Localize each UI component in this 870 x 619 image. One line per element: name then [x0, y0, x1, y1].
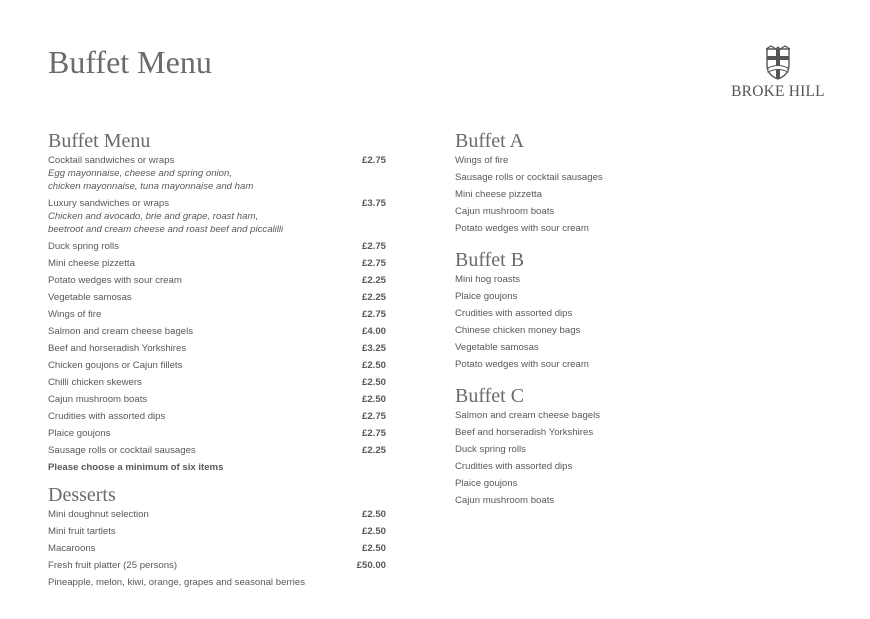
- buffet-a-section: [455, 128, 755, 235]
- menu-item: [48, 410, 386, 423]
- menu-item: [48, 291, 386, 304]
- buffet-b-heading: Buffet B: [455, 249, 525, 271]
- desserts-heading: Desserts: [48, 484, 116, 506]
- list-item: Potato wedges with sour cream: [455, 359, 589, 370]
- item-price: £2.75: [361, 241, 386, 252]
- item-name: Mini doughnut selection: [48, 509, 149, 520]
- item-name: Luxury sandwiches or wraps: [48, 198, 170, 209]
- item-name: Beef and horseradish Yorkshires: [48, 343, 187, 354]
- list-item: Vegetable samosas: [455, 342, 539, 353]
- buffet-c-section: [455, 383, 755, 507]
- right-column: [455, 128, 755, 519]
- item-name: Duck spring rolls: [48, 241, 119, 252]
- list-item: Chinese chicken money bags: [455, 325, 581, 336]
- buffet-a-heading: Buffet A: [455, 130, 525, 152]
- item-price: £2.50: [361, 360, 386, 371]
- item-price: £2.25: [361, 275, 386, 286]
- list-item: Plaice goujons: [455, 291, 518, 302]
- item-description: Chicken and avocado, brie and grape, roast ham,: [48, 211, 259, 222]
- list-item: Potato wedges with sour cream: [455, 223, 589, 234]
- item-price: £2.50: [361, 526, 386, 537]
- item-price: £2.50: [361, 543, 386, 554]
- list-item: Cajun mushroom boats: [455, 495, 555, 506]
- item-name: Mini cheese pizzetta: [48, 258, 135, 269]
- crest-icon: [764, 45, 792, 81]
- item-price: £2.25: [361, 445, 386, 456]
- menu-item: [48, 376, 386, 389]
- menu-item: [48, 342, 386, 355]
- item-name: Chilli chicken skewers: [48, 377, 142, 388]
- item-price: £2.75: [361, 309, 386, 320]
- item-name: Crudities with assorted dips: [48, 411, 166, 422]
- item-name: Macaroons: [48, 543, 96, 554]
- list-item: Salmon and cream cheese bagels: [455, 410, 601, 421]
- menu-item: [48, 444, 386, 457]
- item-price: £2.50: [361, 394, 386, 405]
- list-item: Wings of fire: [455, 155, 509, 166]
- buffet-c-heading: Buffet C: [455, 385, 525, 407]
- list-item: Beef and horseradish Yorkshires: [455, 427, 594, 438]
- item-price: £4.00: [361, 326, 386, 337]
- item-name: Chicken goujons or Cajun fillets: [48, 360, 183, 371]
- left-column: [48, 128, 386, 593]
- list-item: Duck spring rolls: [455, 444, 526, 455]
- item-description: chicken mayonnaise, tuna mayonnaise and ham: [48, 181, 254, 192]
- list-item: Sausage rolls or cocktail sausages: [455, 172, 603, 183]
- item-description: Egg mayonnaise, cheese and spring onion,: [48, 168, 233, 179]
- menu-item: [48, 325, 386, 338]
- item-name: Vegetable samosas: [48, 292, 132, 303]
- dessert-item: [48, 559, 386, 572]
- list-item: Plaice goujons: [455, 478, 518, 489]
- item-price: £2.25: [361, 292, 386, 303]
- item-name: Wings of fire: [48, 309, 102, 320]
- dessert-item: [48, 508, 386, 521]
- menu-heading: Buffet Menu: [48, 130, 151, 152]
- item-name: Potato wedges with sour cream: [48, 275, 182, 286]
- item-description: beetroot and cream cheese and roast beef and piccalilli: [48, 224, 284, 235]
- list-item: Mini cheese pizzetta: [455, 189, 542, 200]
- fruit-platter-note: Pineapple, melon, kiwi, orange, grapes and seasonal berries: [48, 577, 306, 588]
- menu-item: [48, 393, 386, 406]
- item-name: Fresh fruit platter (25 persons): [48, 560, 178, 571]
- item-name: Sausage rolls or cocktail sausages: [48, 445, 196, 456]
- list-item: Crudities with assorted dips: [455, 308, 573, 319]
- menu-item: [48, 427, 386, 440]
- dessert-item: [48, 525, 386, 538]
- item-price: £2.75: [361, 155, 386, 166]
- item-price: £2.75: [361, 258, 386, 269]
- menu-item: [48, 154, 386, 193]
- item-name: Cajun mushroom boats: [48, 394, 148, 405]
- item-price: £3.75: [361, 198, 386, 209]
- item-name: Cocktail sandwiches or wraps: [48, 155, 175, 166]
- item-price: £3.25: [361, 343, 386, 354]
- logo-text: BROKE HILL: [731, 83, 825, 100]
- minimum-items-note: Please choose a minimum of six items: [48, 462, 224, 473]
- menu-item: [48, 359, 386, 372]
- menu-item: [48, 274, 386, 287]
- item-price: £2.50: [361, 509, 386, 520]
- item-name: Mini fruit tartlets: [48, 526, 116, 537]
- menu-item: [48, 240, 386, 253]
- item-price: £50.00: [356, 560, 386, 571]
- list-item: Cajun mushroom boats: [455, 206, 555, 217]
- page-title: Buffet Menu: [48, 44, 212, 80]
- list-item: Crudities with assorted dips: [455, 461, 573, 472]
- item-name: Salmon and cream cheese bagels: [48, 326, 194, 337]
- item-name: Plaice goujons: [48, 428, 111, 439]
- item-price: £2.50: [361, 377, 386, 388]
- menu-item: [48, 308, 386, 321]
- menu-item: [48, 197, 386, 236]
- menu-item: [48, 257, 386, 270]
- list-item: Mini hog roasts: [455, 274, 521, 285]
- broke-hill-logo: [728, 45, 828, 101]
- item-price: £2.75: [361, 428, 386, 439]
- item-price: £2.75: [361, 411, 386, 422]
- dessert-item: [48, 542, 386, 555]
- buffet-b-section: [455, 247, 755, 371]
